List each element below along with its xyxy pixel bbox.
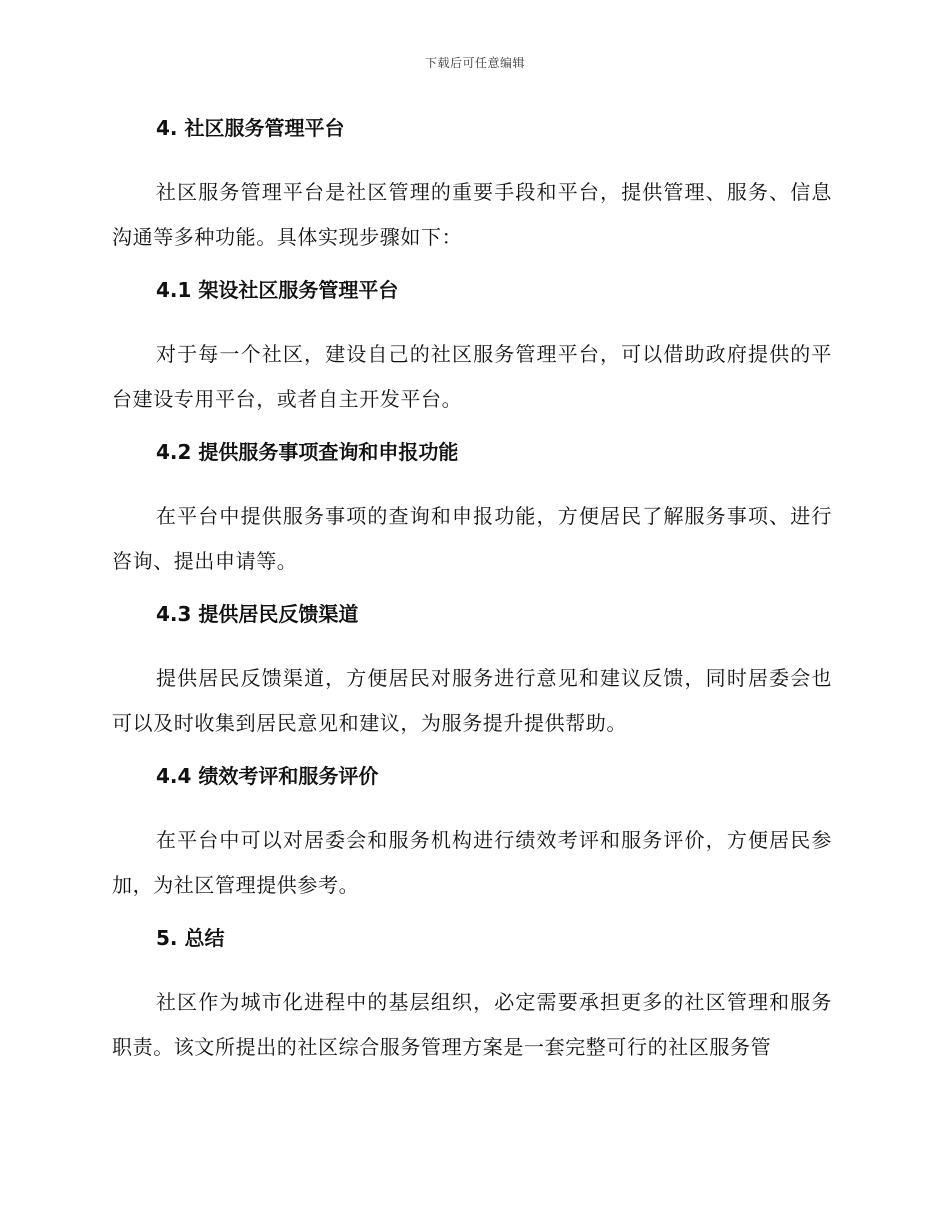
document-body [112, 112, 832, 1070]
section-paragraph-4-1: 对于每一个社区，建设自己的社区服务管理平台，可以借助政府提供的平台建设专用平台，或者自主开发平台。 [112, 342, 832, 411]
section-paragraph-4-3: 提供居民反馈渠道，方便居民对服务进行意见和建议反馈，同时居委会也可以及时收集到居民意见和建议，为服务提升提供帮助。 [112, 666, 832, 735]
section-paragraph-4-2: 在平台中提供服务事项的查询和申报功能，方便居民了解服务事项、进行咨询、提出申请等。 [112, 504, 832, 573]
section-paragraph-4: 社区服务管理平台是社区管理的重要手段和平台，提供管理、服务、信息沟通等多种功能。具体实现步骤如下： [112, 180, 832, 249]
section-heading-4-4: 4.4 绩效考评和服务评价 [156, 764, 379, 788]
section-heading-4-1: 4.1 架设社区服务管理平台 [156, 278, 399, 302]
section-heading-5: 5. 总结 [156, 926, 225, 950]
section-heading-4: 4. 社区服务管理平台 [156, 116, 345, 140]
section-heading-4-3: 4.3 提供居民反馈渠道 [156, 602, 359, 626]
page-header: 下载后可任意编辑 [424, 56, 525, 70]
section-paragraph-5: 社区作为城市化进程中的基层组织，必定需要承担更多的社区管理和服务职责。该文所提出的社区综合服务管理方案是一套完整可行的社区服务管 [112, 990, 832, 1059]
section-heading-4-2: 4.2 提供服务事项查询和申报功能 [156, 440, 459, 464]
section-paragraph-4-4: 在平台中可以对居委会和服务机构进行绩效考评和服务评价，方便居民参加，为社区管理提供参考。 [112, 828, 832, 897]
